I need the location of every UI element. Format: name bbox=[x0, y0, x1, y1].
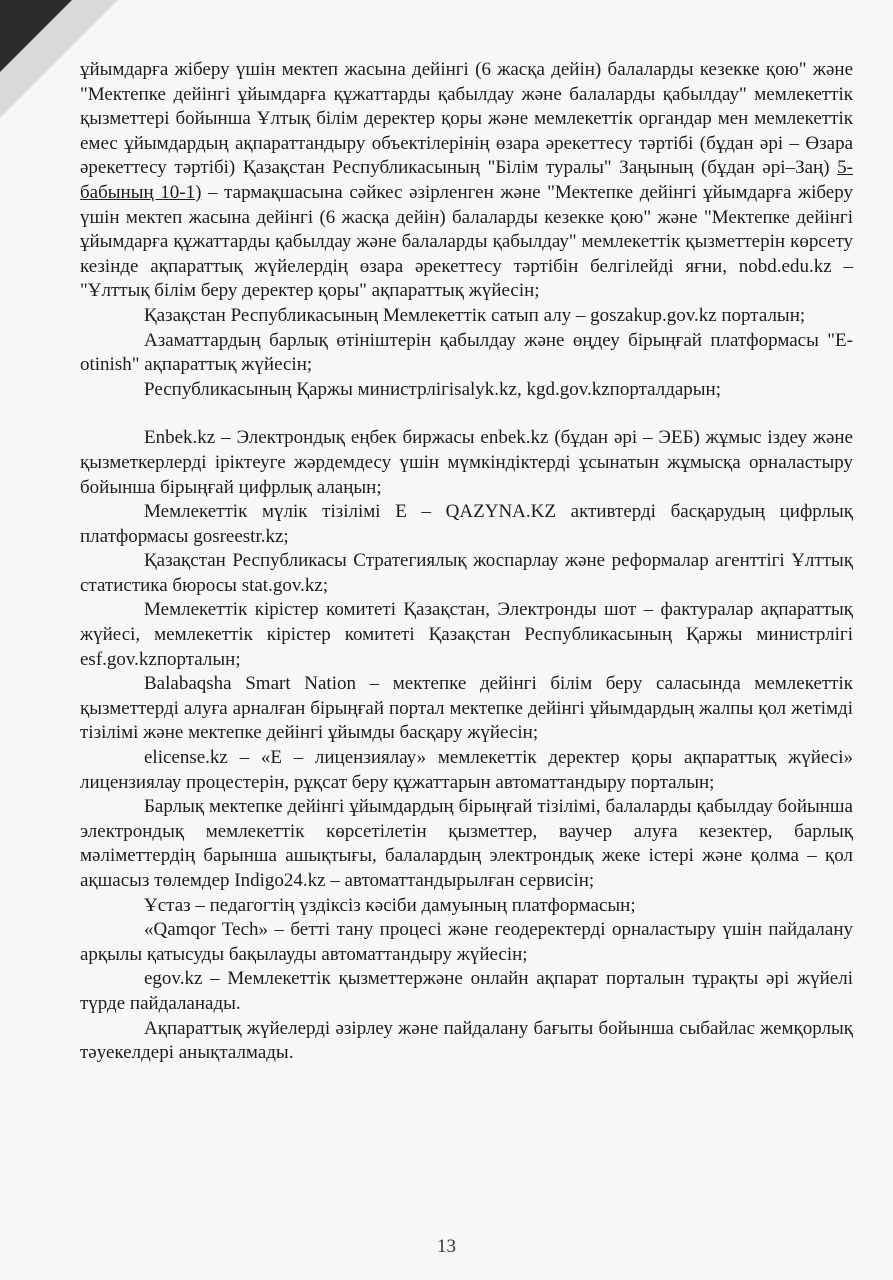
paragraph-ustaz: Ұстаз – педагогтің үздіксіз кәсіби дамуының платформасын; bbox=[144, 894, 636, 916]
paragraph-stat: Қазақстан Республикасы Стратегиялық жоспарлау және реформалар агенттігі Ұлттық статистика бюросы stat.gov.kz; bbox=[80, 550, 853, 596]
paragraph-enbek: Enbek.kz – Электрондық еңбек биржасы enbek.kz (бұдан әрі – ЭЕБ) жұмыс іздеу және қызметкерлерді іріктеуге жәрдемдесу үшін мүмкіндіктерді ұсынатын жұмысқа орналастыру бойынша бірыңғай цифрлық алаңын; bbox=[80, 427, 853, 498]
page-corner-fold bbox=[0, 0, 72, 72]
paragraph-goszakup: Қазақстан Республикасының Мемлекеттік сатып алу – goszakup.gov.kz порталын; bbox=[144, 304, 806, 326]
paragraph-elicense: elicense.kz – «E – лицензиялау» мемлекеттік деректер қоры ақпараттық жүйесі» лицензиялау процестерін, рұқсат беру құжаттарын автоматтандыру порталын; bbox=[80, 747, 853, 793]
paragraph-intro: ұйымдарға жіберу үшін мектеп жасына дейінгі (6 жасқа дейін) балаларды кезекке қою" және "Мектепке дейінгі ұйымдарға құжаттарды қабылдау және балаларды қабылдау" мемлекеттік қызметтері бойынша Ұлтық білім деректер қоры және мемлекеттік органдар мен мемлекеттік емес ұйымдардың ақпараттандыру объектілерінің өзара әрекеттесу тәртібі (бұдан әрі – Өзара әрекеттесу тәртібі) Қазақстан Республикасының "Білім туралы" Заңының (бұдан әрі–Заң) 5-бабының 10-1) – тармақшасына сәйкес әзірленген және "Мектепке дейінгі ұйымдарға жіберу үшін мектеп жасына дейінгі (6 жасқа дейін) балаларды кезекке қою" және "Мектепке дейінгі ұйымдарға құжаттарды қабылдау және балаларды қабылдау" мемлекеттік қызметтерін көрсету кезінде ақпараттық жүйелердің өзара әрекеттесу тәртібін белгілейді яғни, nobd.edu.kz – "Ұлттық білім беру деректер қоры" ақпараттық жүйесін; bbox=[80, 59, 853, 302]
paragraph-gap bbox=[80, 402, 853, 426]
paragraph-qamqor: «Qamqor Tech» – бетті тану процесі және геодеректерді орналастыру үшін пайдалану арқылы қатысуды бақылауды автоматтандыру жүйесін; bbox=[80, 919, 853, 965]
paragraph-egov: egov.kz – Мемлекеттік қызметтержәне онлайн ақпарат порталын тұрақты әрі жүйелі түрде пайдаланады. bbox=[80, 968, 853, 1014]
paragraph-balabaqsha: Balabaqsha Smart Nation – мектепке дейінгі білім беру саласында мемлекеттік қызметтерді алуға арналған бірыңғай портал мектепке дейінгі ұйымдардың жалпы қол жетімді тізілімі және мектепке дейінгі ұйымды басқару жүйесін; bbox=[80, 673, 853, 744]
paragraph-esf: Мемлекеттік кірістер комитеті Қазақстан, Электронды шот – фактуралар ақпараттық жүйесі, мемлекеттік кірістер комитеті Қазақстан Республикасының Қаржы министрлігі esf.gov.kzпорталын; bbox=[80, 599, 853, 670]
document-body bbox=[80, 58, 853, 1066]
law-article-reference: 5-бабының 10-1) bbox=[80, 157, 853, 203]
paragraph-qazyna: Мемлекеттік мүлік тізілімі E – QAZYNA.KZ активтерді басқарудың цифрлық платформасы gosreestr.kz; bbox=[80, 501, 853, 547]
paragraph-e-otinish: Азаматтардың барлық өтініштерін қабылдау және өңдеу бірыңғай платформасы "E-otinish" ақпараттық жүйесін; bbox=[80, 329, 853, 376]
paragraph-salyk: Республикасының Қаржы министрлігіsalyk.kz, kgd.gov.kzпорталдарын; bbox=[144, 378, 722, 400]
paragraph-conclusion: Ақпараттық жүйелерді әзірлеу және пайдалану бағыты бойынша сыбайлас жемқорлық тәуекелдері анықталмады. bbox=[80, 1017, 853, 1064]
paragraph-indigo24: Барлық мектепке дейінгі ұйымдардың бірыңғай тізілімі, балаларды қабылдау бойынша электрондық мемлекеттік көрсетілетін қызметтер, ваучер алуға кезектер, барлық мәліметтердің барынша ашықтығы, балалардың электрондық жеке істері және қолма – қол ақшасыз төлемдер Indigo24.kz – автоматтандырылған сервисін; bbox=[80, 796, 853, 891]
page-number: 13 bbox=[437, 1236, 456, 1257]
